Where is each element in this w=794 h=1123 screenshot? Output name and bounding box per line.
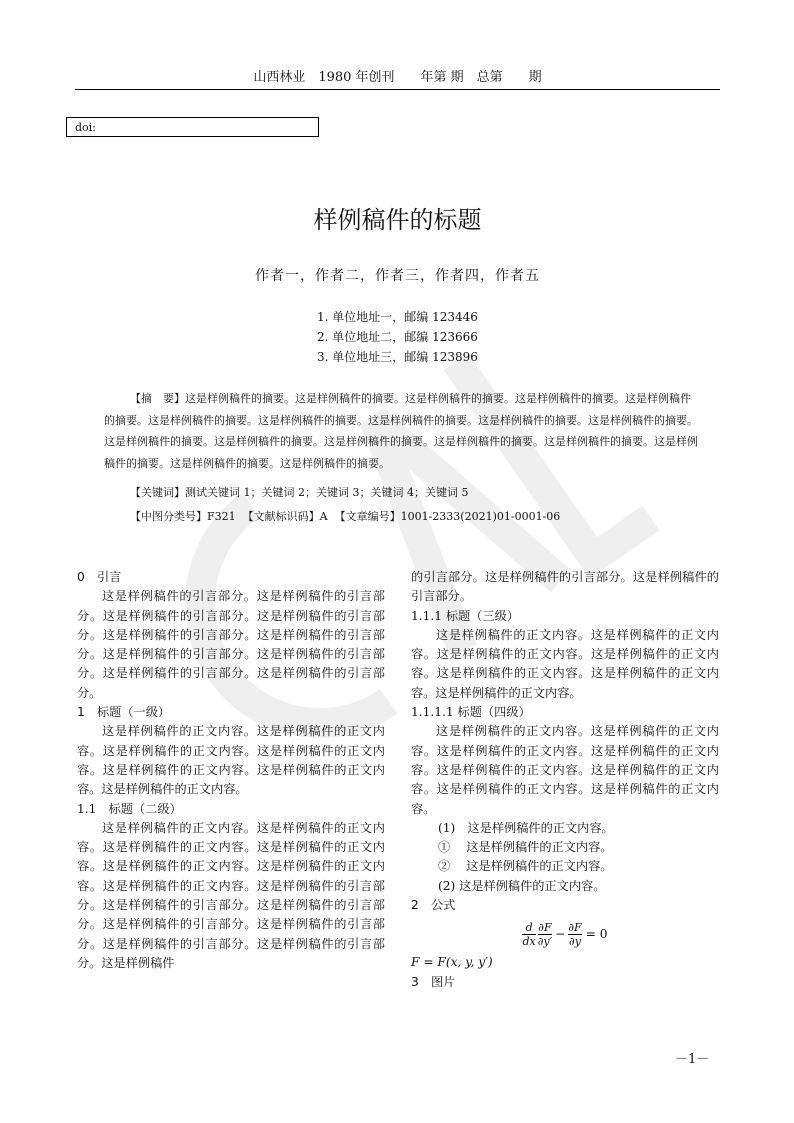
paper-title: 样例稿件的标题 bbox=[313, 206, 482, 234]
list-item: ② 这是样例稿件的正文内容。 bbox=[438, 859, 613, 874]
classification bbox=[104, 508, 699, 524]
article-no-label: 【文章编号】 bbox=[334, 510, 401, 523]
continued-text: 的引言部分。这是样例稿件的引言部分。这是样例稿件的引言部分。 bbox=[411, 570, 719, 604]
journal-header: 山西林业 1980 年创刊 年第 期 总第 期 bbox=[253, 70, 542, 85]
section-1-1-1-text: 这是样例稿件的正文内容。这是样例稿件的正文内容。这是样例稿件的正文内容。这是样例稿件的正文内容。这是样例稿件的正文内容。这是样例稿件的正文内容。这是样例稿件的正文内容。 bbox=[411, 627, 719, 700]
keywords-text: 测试关键词 1；关键词 2；关键词 3；关键词 4；关键词 5 bbox=[185, 486, 469, 499]
doc-code-value: A bbox=[319, 510, 328, 523]
affiliation-1: 1. 单位地址一，邮编 123446 bbox=[317, 310, 478, 324]
right-column bbox=[411, 568, 719, 992]
section-1-heading: 1 标题（一级） bbox=[77, 705, 171, 720]
doi-box: doi: bbox=[66, 117, 319, 137]
clc-label: 【中图分类号】 bbox=[130, 510, 207, 523]
authors: 作者一，作者二，作者三，作者四，作者五 bbox=[255, 268, 540, 284]
section-1-text: 这是样例稿件的正文内容。这是样例稿件的正文内容。这是样例稿件的正文内容。这是样例稿件的正文内容。这是样例稿件的正文内容。这是样例稿件的正文内容。这是样例稿件的正文内容。 bbox=[77, 724, 385, 797]
abstract-label: 【摘 要】 bbox=[130, 392, 185, 405]
page-number: －1－ bbox=[675, 1052, 710, 1067]
list-item: ① 这是样例稿件的正文内容。 bbox=[438, 840, 613, 855]
section-1-1-1-1-heading: 1.1.1.1 标题（四级） bbox=[411, 705, 531, 720]
header-rule bbox=[75, 89, 720, 90]
keywords bbox=[104, 484, 699, 500]
list-item: (2) 这是样例稿件的正文内容。 bbox=[438, 878, 606, 893]
affiliation-3: 3. 单位地址三，邮编 123896 bbox=[317, 350, 478, 364]
doc-code-label: 【文献标识码】 bbox=[242, 510, 320, 523]
section-1-1-heading: 1.1 标题（二级） bbox=[77, 801, 182, 816]
abstract bbox=[104, 388, 699, 474]
formula-2: F = F(x, y, y′) bbox=[411, 955, 493, 970]
left-column bbox=[77, 568, 385, 973]
formula-1: d dx ∂F ∂y′ − $\frac{\partial F}{\partial y}$ = 0 bbox=[522, 920, 608, 948]
section-0-heading: 0 引言 bbox=[77, 570, 122, 584]
clc-value: F321 bbox=[207, 510, 236, 523]
abstract-text: 这是样例稿件的摘要。这是样例稿件的摘要。这是样例稿件的摘要。这是样例稿件的摘要。这是样例稿件的摘要。这是样例稿件的摘要。这是样例稿件的摘要。这是样例稿件的摘要。这是样例稿件的摘要。这是样例稿件的摘要。这是样例稿件的摘要。这是样例稿件的摘要。这是样例稿件的摘要。这是样例稿件的摘要。这是样例稿件的摘要。这是样例稿件的摘要。这是样例稿件的摘要。这是样例稿件的摘要。 bbox=[104, 392, 698, 470]
article-no-value: 1001-2333(2021)01-0001-06 bbox=[400, 510, 561, 523]
keywords-label: 【关键词】 bbox=[130, 486, 185, 499]
affiliation-2: 2. 单位地址二，邮编 123666 bbox=[317, 330, 478, 344]
section-1-1-1-1-text: 这是样例稿件的正文内容。这是样例稿件的正文内容。这是样例稿件的正文内容。这是样例稿件的正文内容。这是样例稿件的正文内容。这是样例稿件的正文内容。这是样例稿件的正文内容。这是样例稿件的正文内容。 bbox=[411, 724, 719, 816]
section-2-heading: 2 公式 bbox=[411, 898, 456, 913]
section-3-heading: 3 图片 bbox=[411, 974, 456, 989]
list-item: (1) 这是样例稿件的正文内容。 bbox=[438, 820, 614, 835]
section-0-text: 这是样例稿件的引言部分。这是样例稿件的引言部分。这是样例稿件的引言部分。这是样例稿件的引言部分。这是样例稿件的引言部分。这是样例稿件的引言部分。这是样例稿件的引言部分。这是样例稿件的引言部分。这是样例稿件的引言部分。这是样例稿件的引言部分。 bbox=[77, 589, 385, 700]
section-1-1-text: 这是样例稿件的正文内容。这是样例稿件的正文内容。这是样例稿件的正文内容。这是样例稿件的正文内容。这是样例稿件的正文内容。这是样例稿件的正文内容。这是样例稿件的正文内容。这是样例稿件的引言部分。这是样例稿件的引言部分。这是样例稿件的引言部分。这是样例稿件的引言部分。这是样例稿件的引言部分。这是样例稿件的引言部分。这是样例稿件的引言部分。这是样例稿件 bbox=[77, 820, 385, 970]
section-1-1-1-heading: 1.1.1 标题（三级） bbox=[411, 608, 520, 623]
